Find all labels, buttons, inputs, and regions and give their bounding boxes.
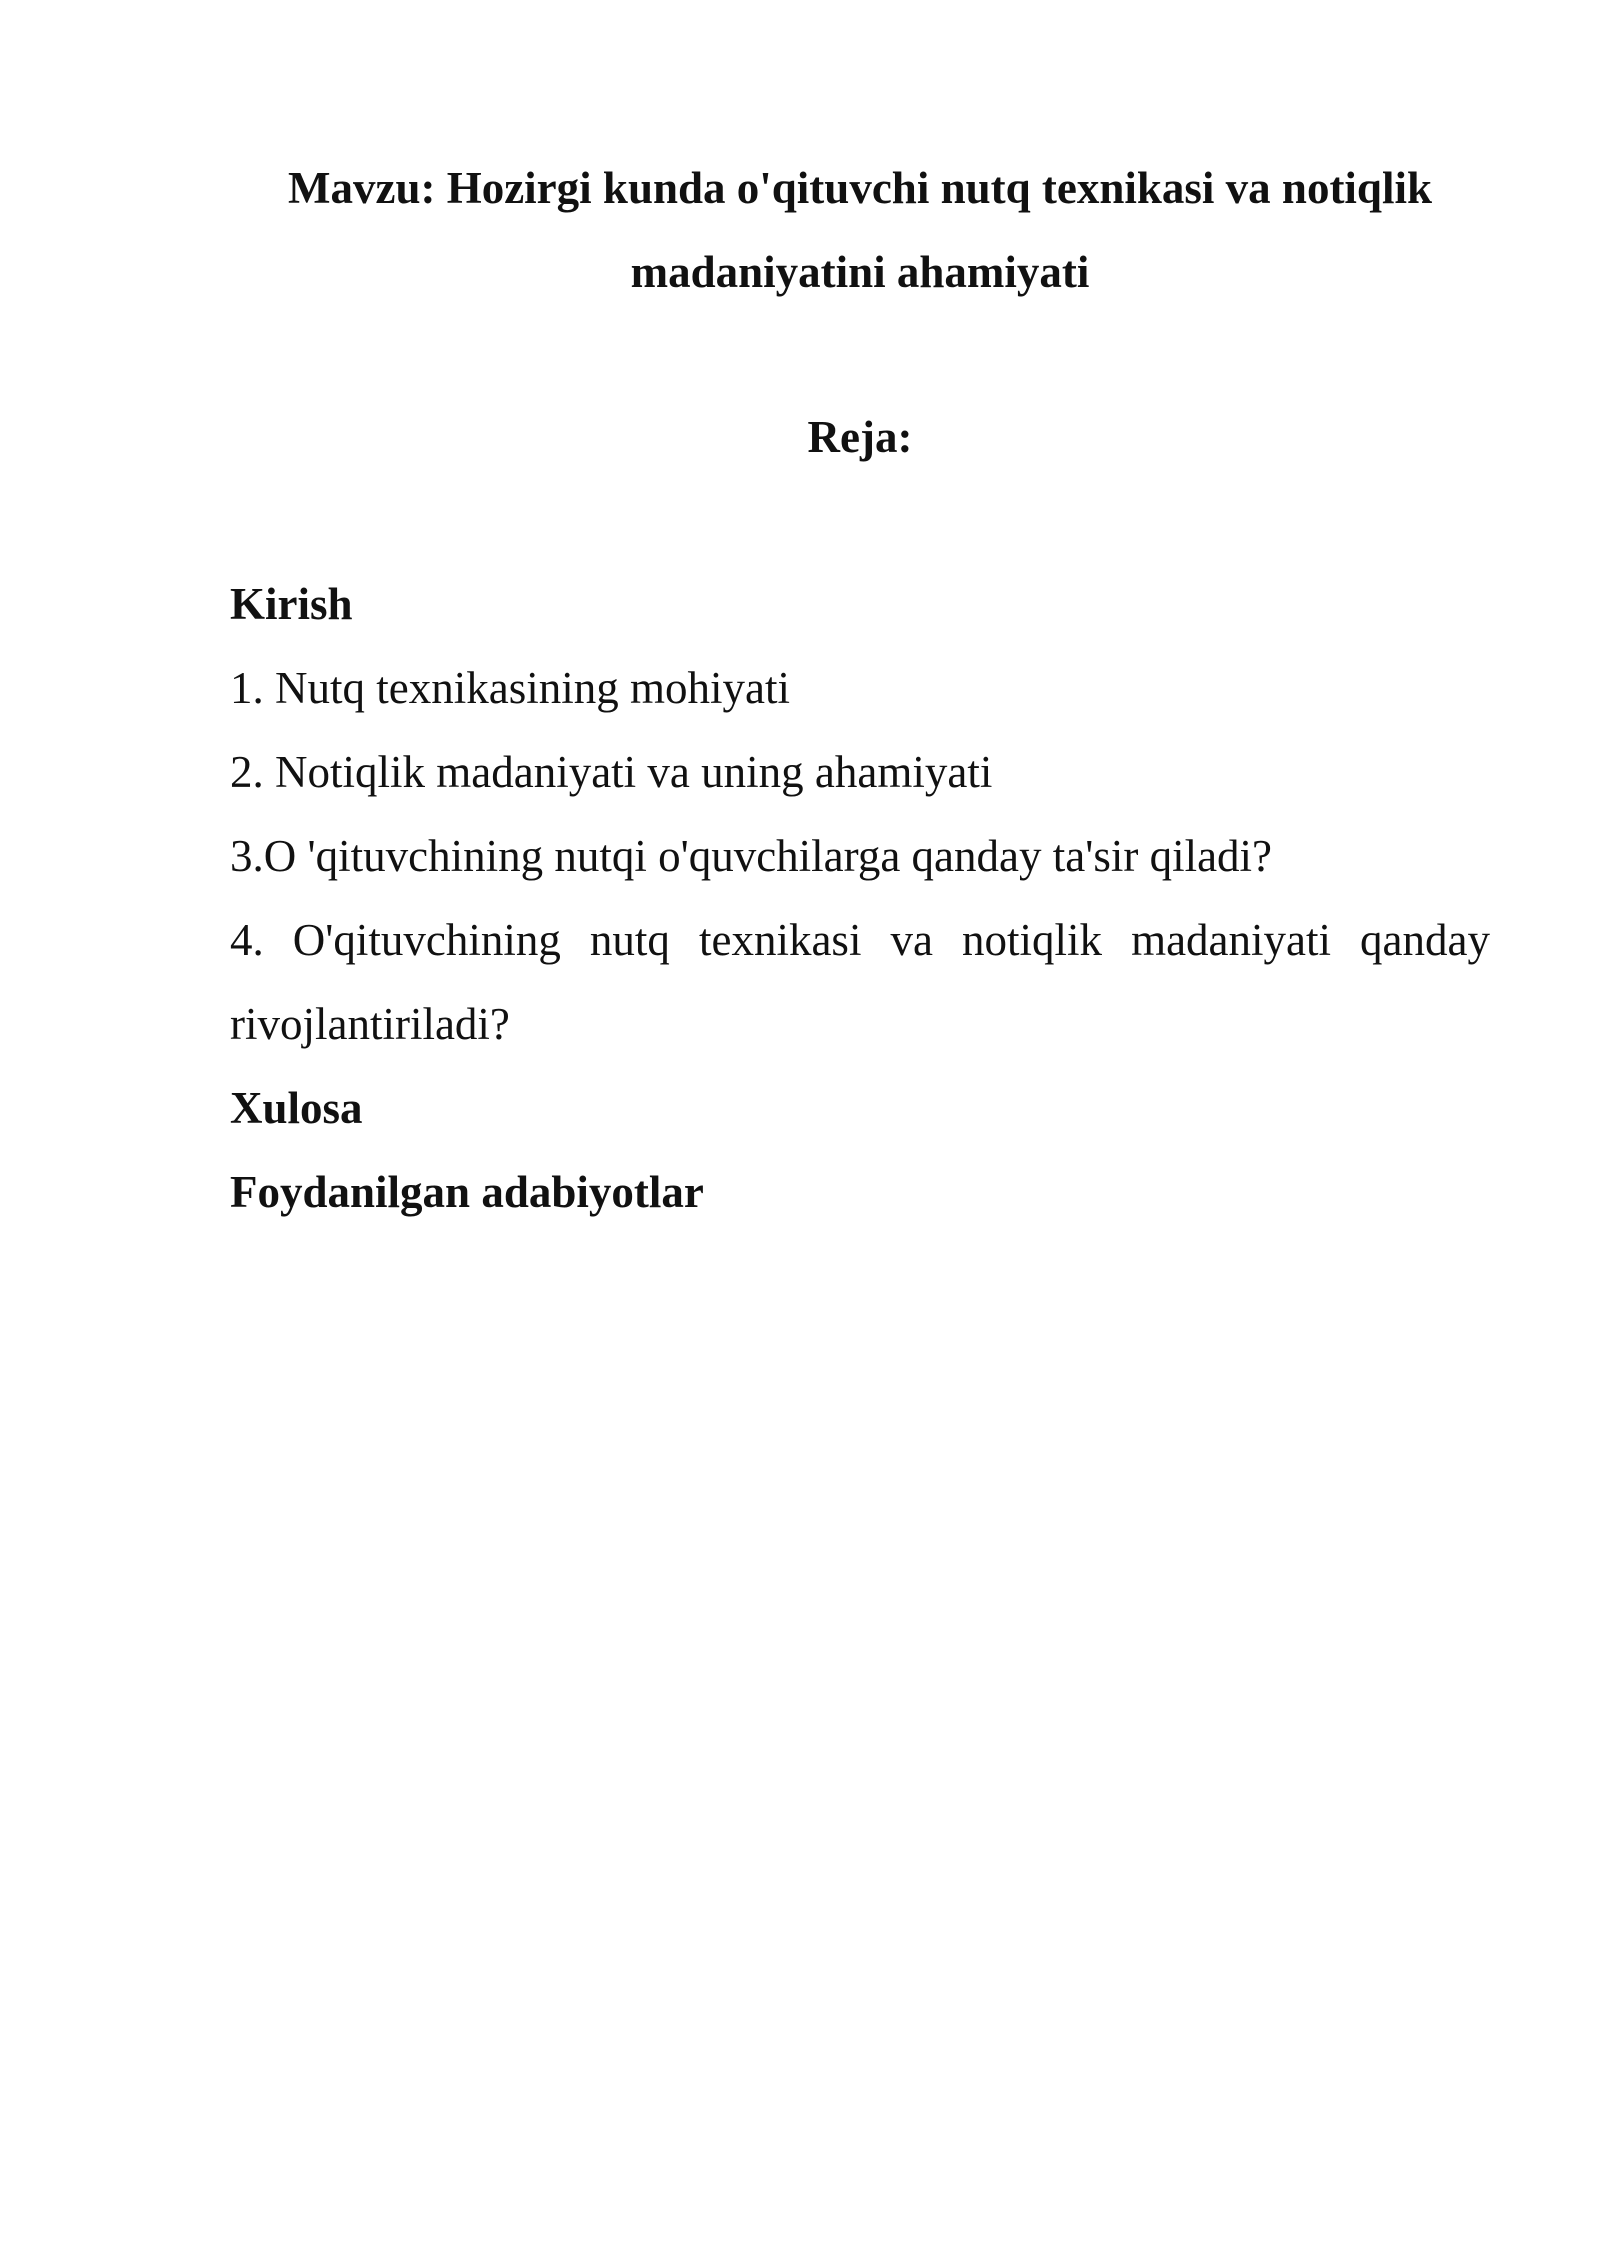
plan-references: Foydanilgan adabiyotlar: [230, 1167, 704, 1217]
plan-item-3: 3.O 'qituvchining nutqi o'quvchilarga qanday ta'sir qiladi?: [230, 831, 1273, 881]
plan-conclusion: Xulosa: [230, 1083, 363, 1133]
plan-intro: Kirish: [230, 579, 353, 629]
plan-heading: Reja:: [807, 412, 913, 462]
plan-item-4: 4. O'qituvchining nutq texnikasi va notiqlik madaniyati qanday rivojlantiriladi?: [230, 915, 1490, 1049]
plan-item-2: 2. Notiqlik madaniyati va uning ahamiyati: [230, 747, 993, 797]
document-title: Mavzu: Hozirgi kunda o'qituvchi nutq texnikasi va notiqlik madaniyatini ahamiyati: [288, 163, 1432, 297]
plan-list: [230, 562, 1490, 1234]
plan-item-1: 1. Nutq texnikasining mohiyati: [230, 663, 790, 713]
